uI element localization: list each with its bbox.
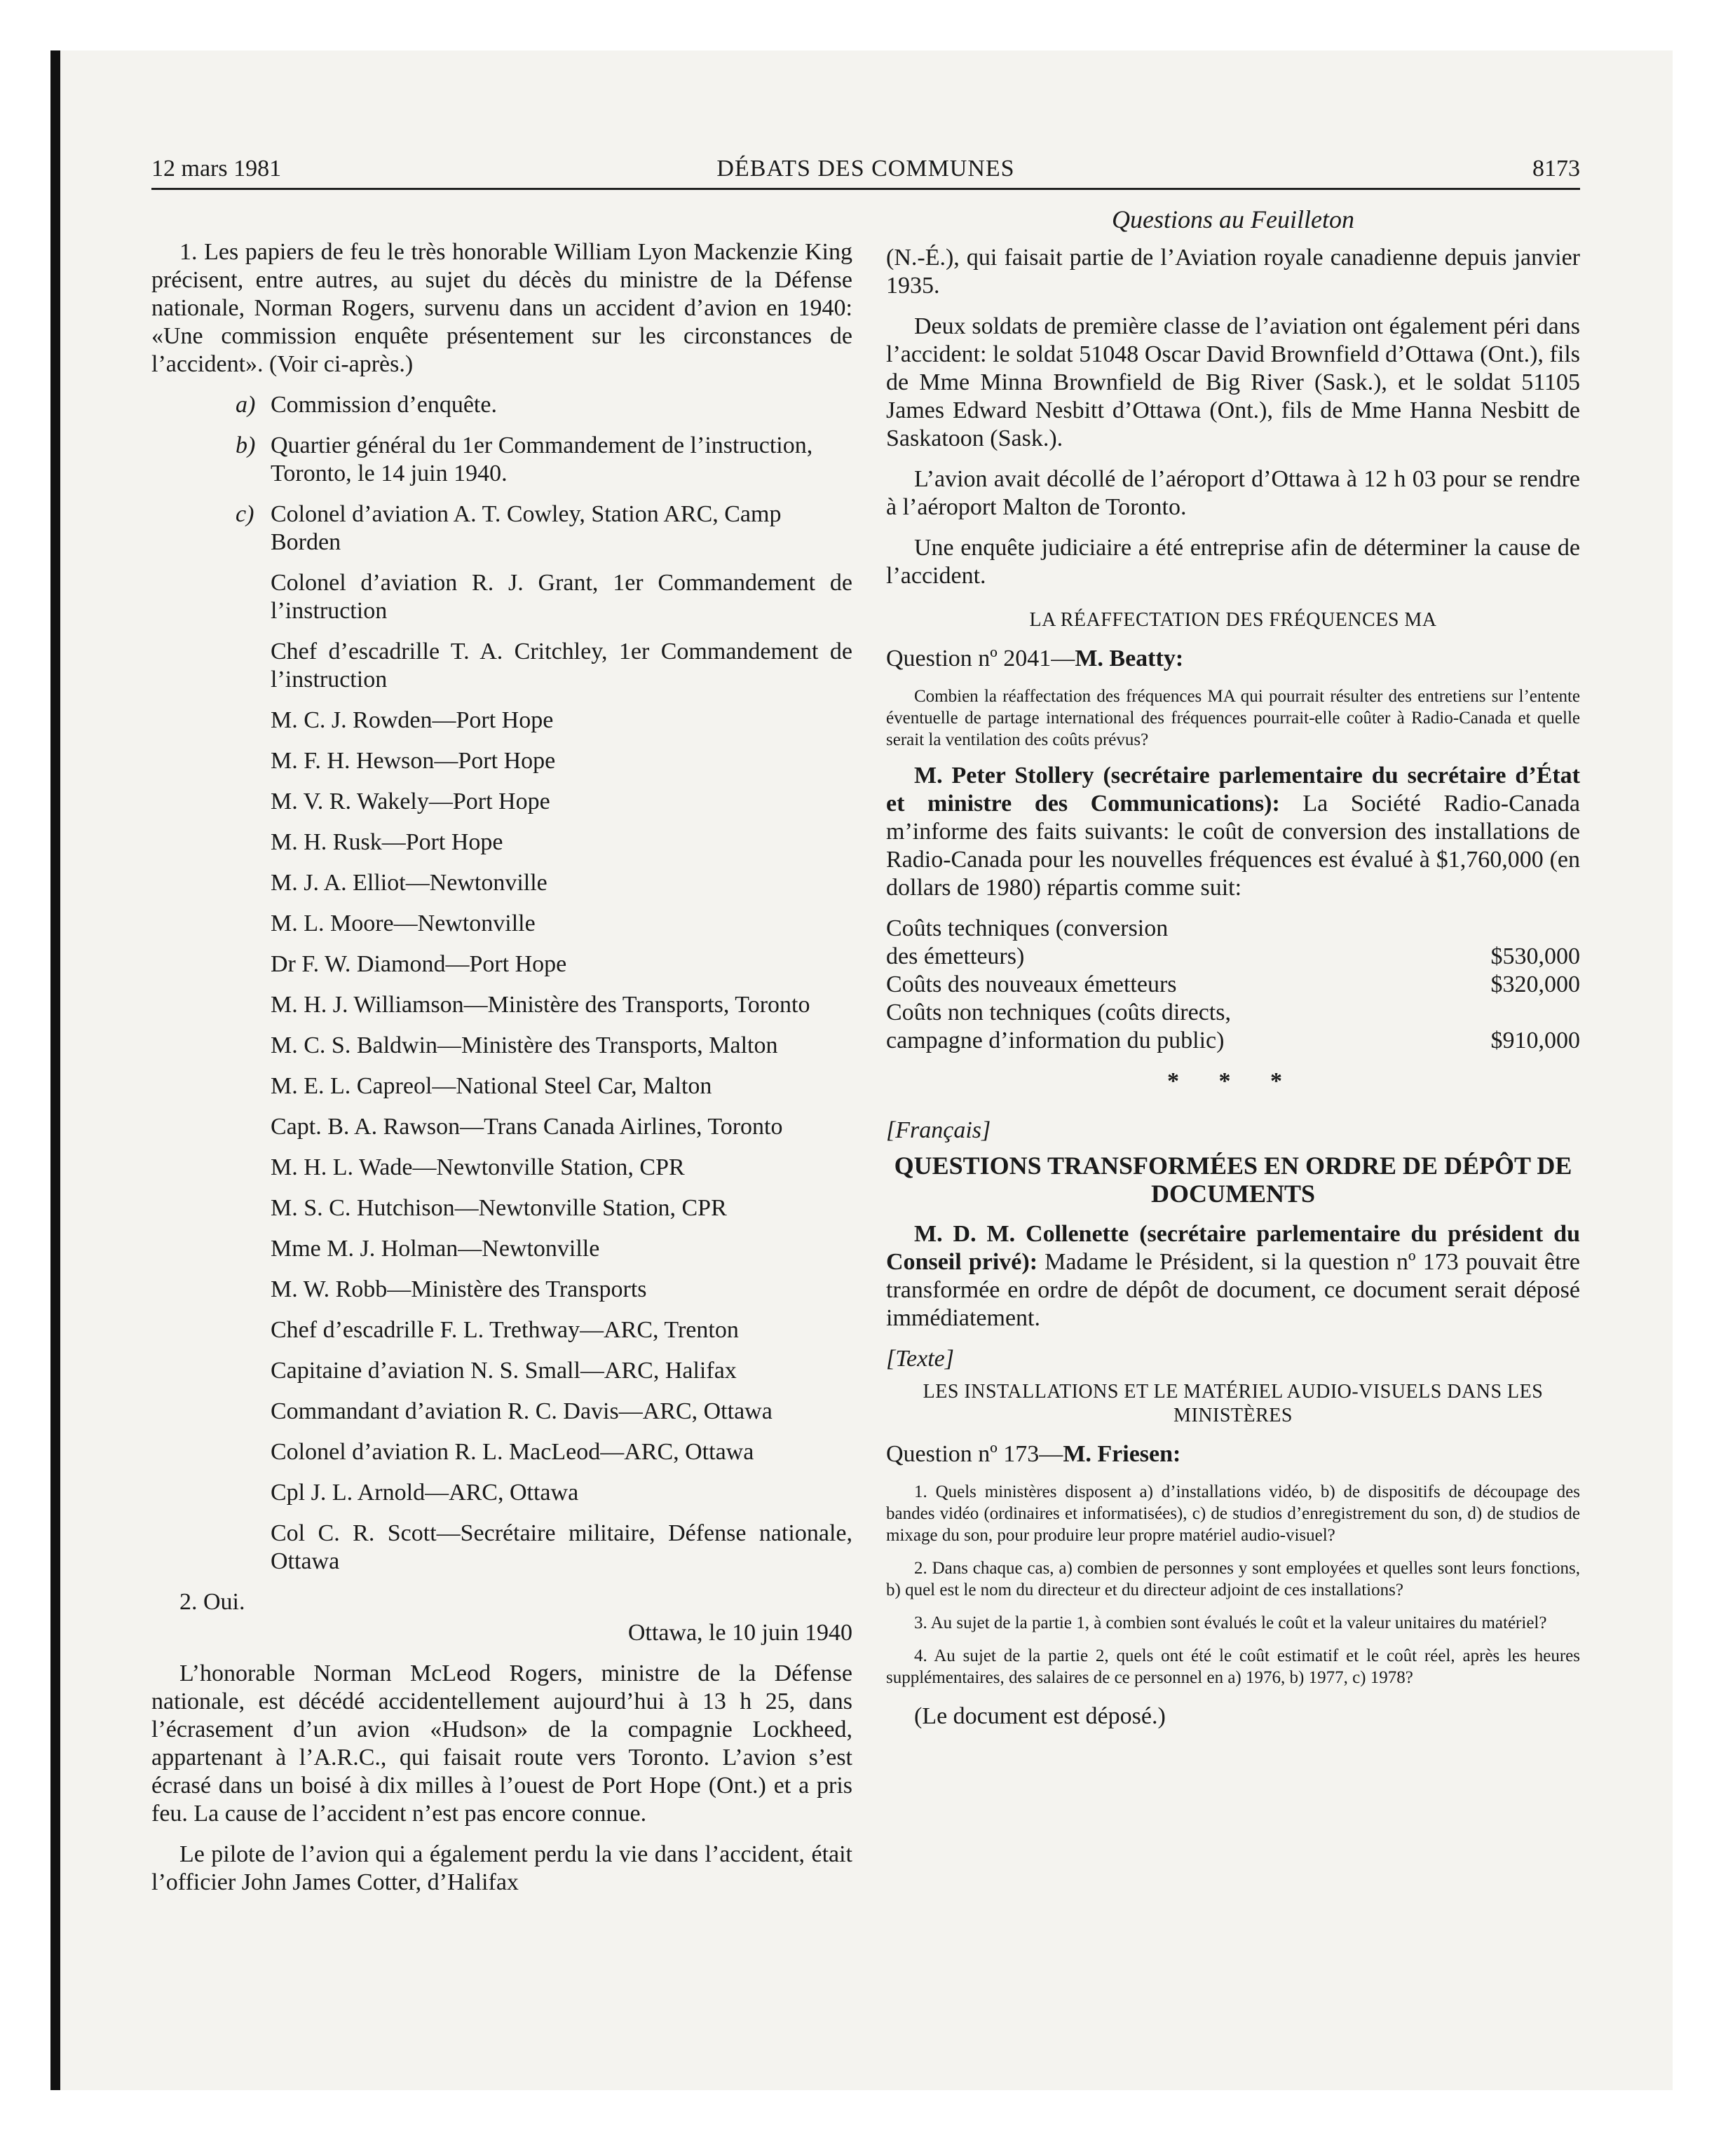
witness-list bbox=[151, 569, 852, 1576]
header-title: DÉBATS DES COMMUNES bbox=[716, 156, 1015, 182]
list-item: M. C. J. Rowden—Port Hope bbox=[271, 707, 554, 733]
section-subheader: Questions au Feuilleton bbox=[1112, 205, 1354, 233]
list-item: Colonel d’aviation R. L. MacLeod—ARC, Ottawa bbox=[271, 1439, 754, 1465]
stollery-answer: M. Peter Stollery (secrétaire parlementaire du secrétaire d’État et ministre des Communications): La Société Radio-Canada m’informe des faits suivants: le coût de conversion des installations de Radio-Canada pour les nouvelles fréquences est évalué à $1,760,000 (en dollars de 1980) répartis comme suit: bbox=[886, 763, 1581, 901]
scan-edge bbox=[50, 50, 60, 2090]
question-173: Question nº 173—M. Friesen: bbox=[886, 1441, 1181, 1467]
closing-note: (Le document est déposé.) bbox=[914, 1703, 1166, 1729]
list-item: M. E. L. Capreol—National Steel Car, Malton bbox=[271, 1073, 712, 1099]
section-title-audiovisual: LES INSTALLATIONS ET LE MATÉRIEL AUDIO-VISUELS DANS LES MINISTÈRES bbox=[923, 1381, 1544, 1426]
language-marker-french: [Français] bbox=[886, 1117, 991, 1143]
table-row: Coûts techniques (conversion bbox=[886, 915, 1169, 941]
list-item: M. H. L. Wade—Newtonville Station, CPR bbox=[271, 1154, 685, 1180]
inquiry-paragraph: Une enquête judiciaire a été entreprise afin de déterminer la cause de l’accident. bbox=[886, 535, 1580, 589]
header-page-number: 8173 bbox=[1532, 156, 1580, 182]
list-item: M. H. Rusk—Port Hope bbox=[271, 829, 503, 855]
question-173-part-2: 2. Dans chaque cas, a) combien de personnes y sont employées et quelles sont leurs fonctions, b) quel est le nom du directeur et du directeur adjoint de ces installations? bbox=[886, 1559, 1580, 1599]
question-173-part-4: 4. Au sujet de la partie 2, quels ont été le coût estimatif et le coût réel, après les heures supplémentaires, des salaires de ce personnel en a) 1976, b) 1977, c) 1978? bbox=[886, 1646, 1580, 1687]
collenette-statement: M. D. M. Collenette (secrétaire parlementaire du président du Conseil privé): Madame le Président, si la question nº 173 pouvait être transformée en ordre de dépôt de document, ce document serait déposé immédiatement. bbox=[886, 1221, 1580, 1331]
list-item: Commandant d’aviation R. C. Davis—ARC, Ottawa bbox=[271, 1398, 773, 1424]
takeoff-paragraph: L’avion avait décollé de l’aéroport d’Ottawa à 12 h 03 pour se rendre à l’aéroport Malton de Toronto. bbox=[886, 466, 1580, 520]
list-item: Capitaine d’aviation N. S. Small—ARC, Halifax bbox=[271, 1358, 737, 1384]
list-item: Capt. B. A. Rawson—Trans Canada Airlines, Toronto bbox=[271, 1114, 783, 1140]
enquiry-items bbox=[151, 391, 852, 557]
list-item: Chef d’escadrille F. L. Trethway—ARC, Trenton bbox=[271, 1317, 739, 1343]
heading-questions-transformed: QUESTIONS TRANSFORMÉES EN ORDRE DE DÉPÔT DE DOCUMENTS bbox=[894, 1152, 1572, 1208]
question-2041: Question nº 2041—M. Beatty: bbox=[886, 646, 1184, 671]
list-item: Cpl J. L. Arnold—ARC, Ottawa bbox=[271, 1480, 579, 1506]
cost-table bbox=[886, 915, 1580, 1055]
pilot-paragraph: Le pilote de l’avion qui a également perdu la vie dans l’accident, était l’officier John James Cotter, d’Halifax bbox=[151, 1841, 852, 1895]
table-row: campagne d’information du public) $910,000 bbox=[886, 1028, 1580, 1053]
list-item: Chef d’escadrille T. A. Critchley, 1er Commandement de l’instruction bbox=[271, 639, 852, 692]
list-item: M. V. R. Wakely—Port Hope bbox=[271, 789, 550, 814]
left-column bbox=[151, 238, 852, 1909]
question-173-part-3: 3. Au sujet de la partie 1, à combien sont évalués le coût et la valeur unitaires du matériel? bbox=[914, 1613, 1547, 1632]
table-row: Coûts non techniques (coûts directs, bbox=[886, 999, 1231, 1025]
table-row: des émetteurs) $530,000 bbox=[886, 943, 1580, 969]
list-item: M. L. Moore—Newtonville bbox=[271, 910, 536, 936]
question-2041-text: Combien la réaffectation des fréquences MA qui pourrait résulter des entretiens sur l’entente éventuelle de partage international des fréquences pourrait-elle coûter à Radio-Canada et quelle serait la ventilation des coûts prévus? bbox=[886, 687, 1580, 749]
table-row: Coûts des nouveaux émetteurs $320,000 bbox=[886, 971, 1580, 997]
list-item: Colonel d’aviation R. J. Grant, 1er Commandement de l’instruction bbox=[271, 570, 852, 624]
intro-paragraph: 1. Les papiers de feu le très honorable William Lyon Mackenzie King précisent, entre autres, au sujet du décès du ministre de la Défense nationale, Norman Rogers, survenu dans un accident d’avion en 1940: «Une commission enquête présentement sur les circonstances de l’accident». (Voir ci-après.) bbox=[151, 239, 852, 377]
soldiers-paragraph: Deux soldats de première classe de l’aviation ont également péri dans l’accident: le soldat 51048 Oscar David Brownfield d’Ottawa (Ont.), fils de Mme Minna Brownfield de Big River (Sask.), et le soldat 51105 James Edward Nesbitt d’Ottawa (Ont.), fils de Mme Hanna Nesbitt de Saskatoon (Sask.). bbox=[886, 313, 1580, 451]
language-marker-text: [Texte] bbox=[886, 1346, 954, 1372]
list-item: b) Quartier général du 1er Commandement de l’instruction, Toronto, le 14 juin 1940. bbox=[236, 432, 813, 486]
right-column bbox=[886, 244, 1580, 1743]
page-header bbox=[151, 153, 1580, 190]
list-item: M. C. S. Baldwin—Ministère des Transports, Malton bbox=[271, 1032, 778, 1058]
answer-2: 2. Oui. bbox=[179, 1589, 245, 1615]
list-item: M. W. Robb—Ministère des Transports bbox=[271, 1276, 647, 1302]
list-item: Dr F. W. Diamond—Port Hope bbox=[271, 951, 567, 977]
list-item: a) Commission d’enquête. bbox=[236, 392, 497, 418]
list-item: M. S. C. Hutchison—Newtonville Station, CPR bbox=[271, 1195, 727, 1221]
question-173-part-1: 1. Quels ministères disposent a) d’installations vidéo, b) de dispositifs de découpage des bandes vidéo (ordinaires et informatisées), c) de studios d’enregistrement du son, d) de studios de mixage du son, pour produire leur propre matériel audio-visuel? bbox=[886, 1482, 1580, 1545]
continuation-paragraph: (N.-É.), qui faisait partie de l’Aviation royale canadienne depuis janvier 1935. bbox=[886, 245, 1580, 299]
list-item: M. F. H. Hewson—Port Hope bbox=[271, 748, 556, 774]
list-item: M. J. A. Elliot—Newtonville bbox=[271, 870, 547, 896]
dateline: Ottawa, le 10 juin 1940 bbox=[627, 1620, 852, 1646]
list-item: c) Colonel d’aviation A. T. Cowley, Station ARC, Camp Borden bbox=[236, 501, 782, 555]
news-paragraph: L’honorable Norman McLeod Rogers, ministre de la Défense nationale, est décédé accidentellement aujourd’hui à 13 h 25, dans l’écrasement d’un avion «Hudson» de la compagnie Lockheed, appartenant à l’A.R.C., qui faisait route vers Toronto. L’avion s’est écrasé dans un boisé à dix milles à l’ouest de Port Hope (Ont.) et a pris feu. La cause de l’accident n’est pas encore connue. bbox=[151, 1660, 852, 1827]
header-date: 12 mars 1981 bbox=[151, 156, 282, 182]
section-title-frequencies: LA RÉAFFECTATION DES FRÉQUENCES MA bbox=[1029, 609, 1437, 631]
section-separator: * * * bbox=[1167, 1068, 1299, 1094]
list-item: Col C. R. Scott—Secrétaire militaire, Défense nationale, Ottawa bbox=[271, 1520, 852, 1574]
list-item: Mme M. J. Holman—Newtonville bbox=[271, 1236, 600, 1262]
list-item: M. H. J. Williamson—Ministère des Transports, Toronto bbox=[271, 992, 810, 1018]
